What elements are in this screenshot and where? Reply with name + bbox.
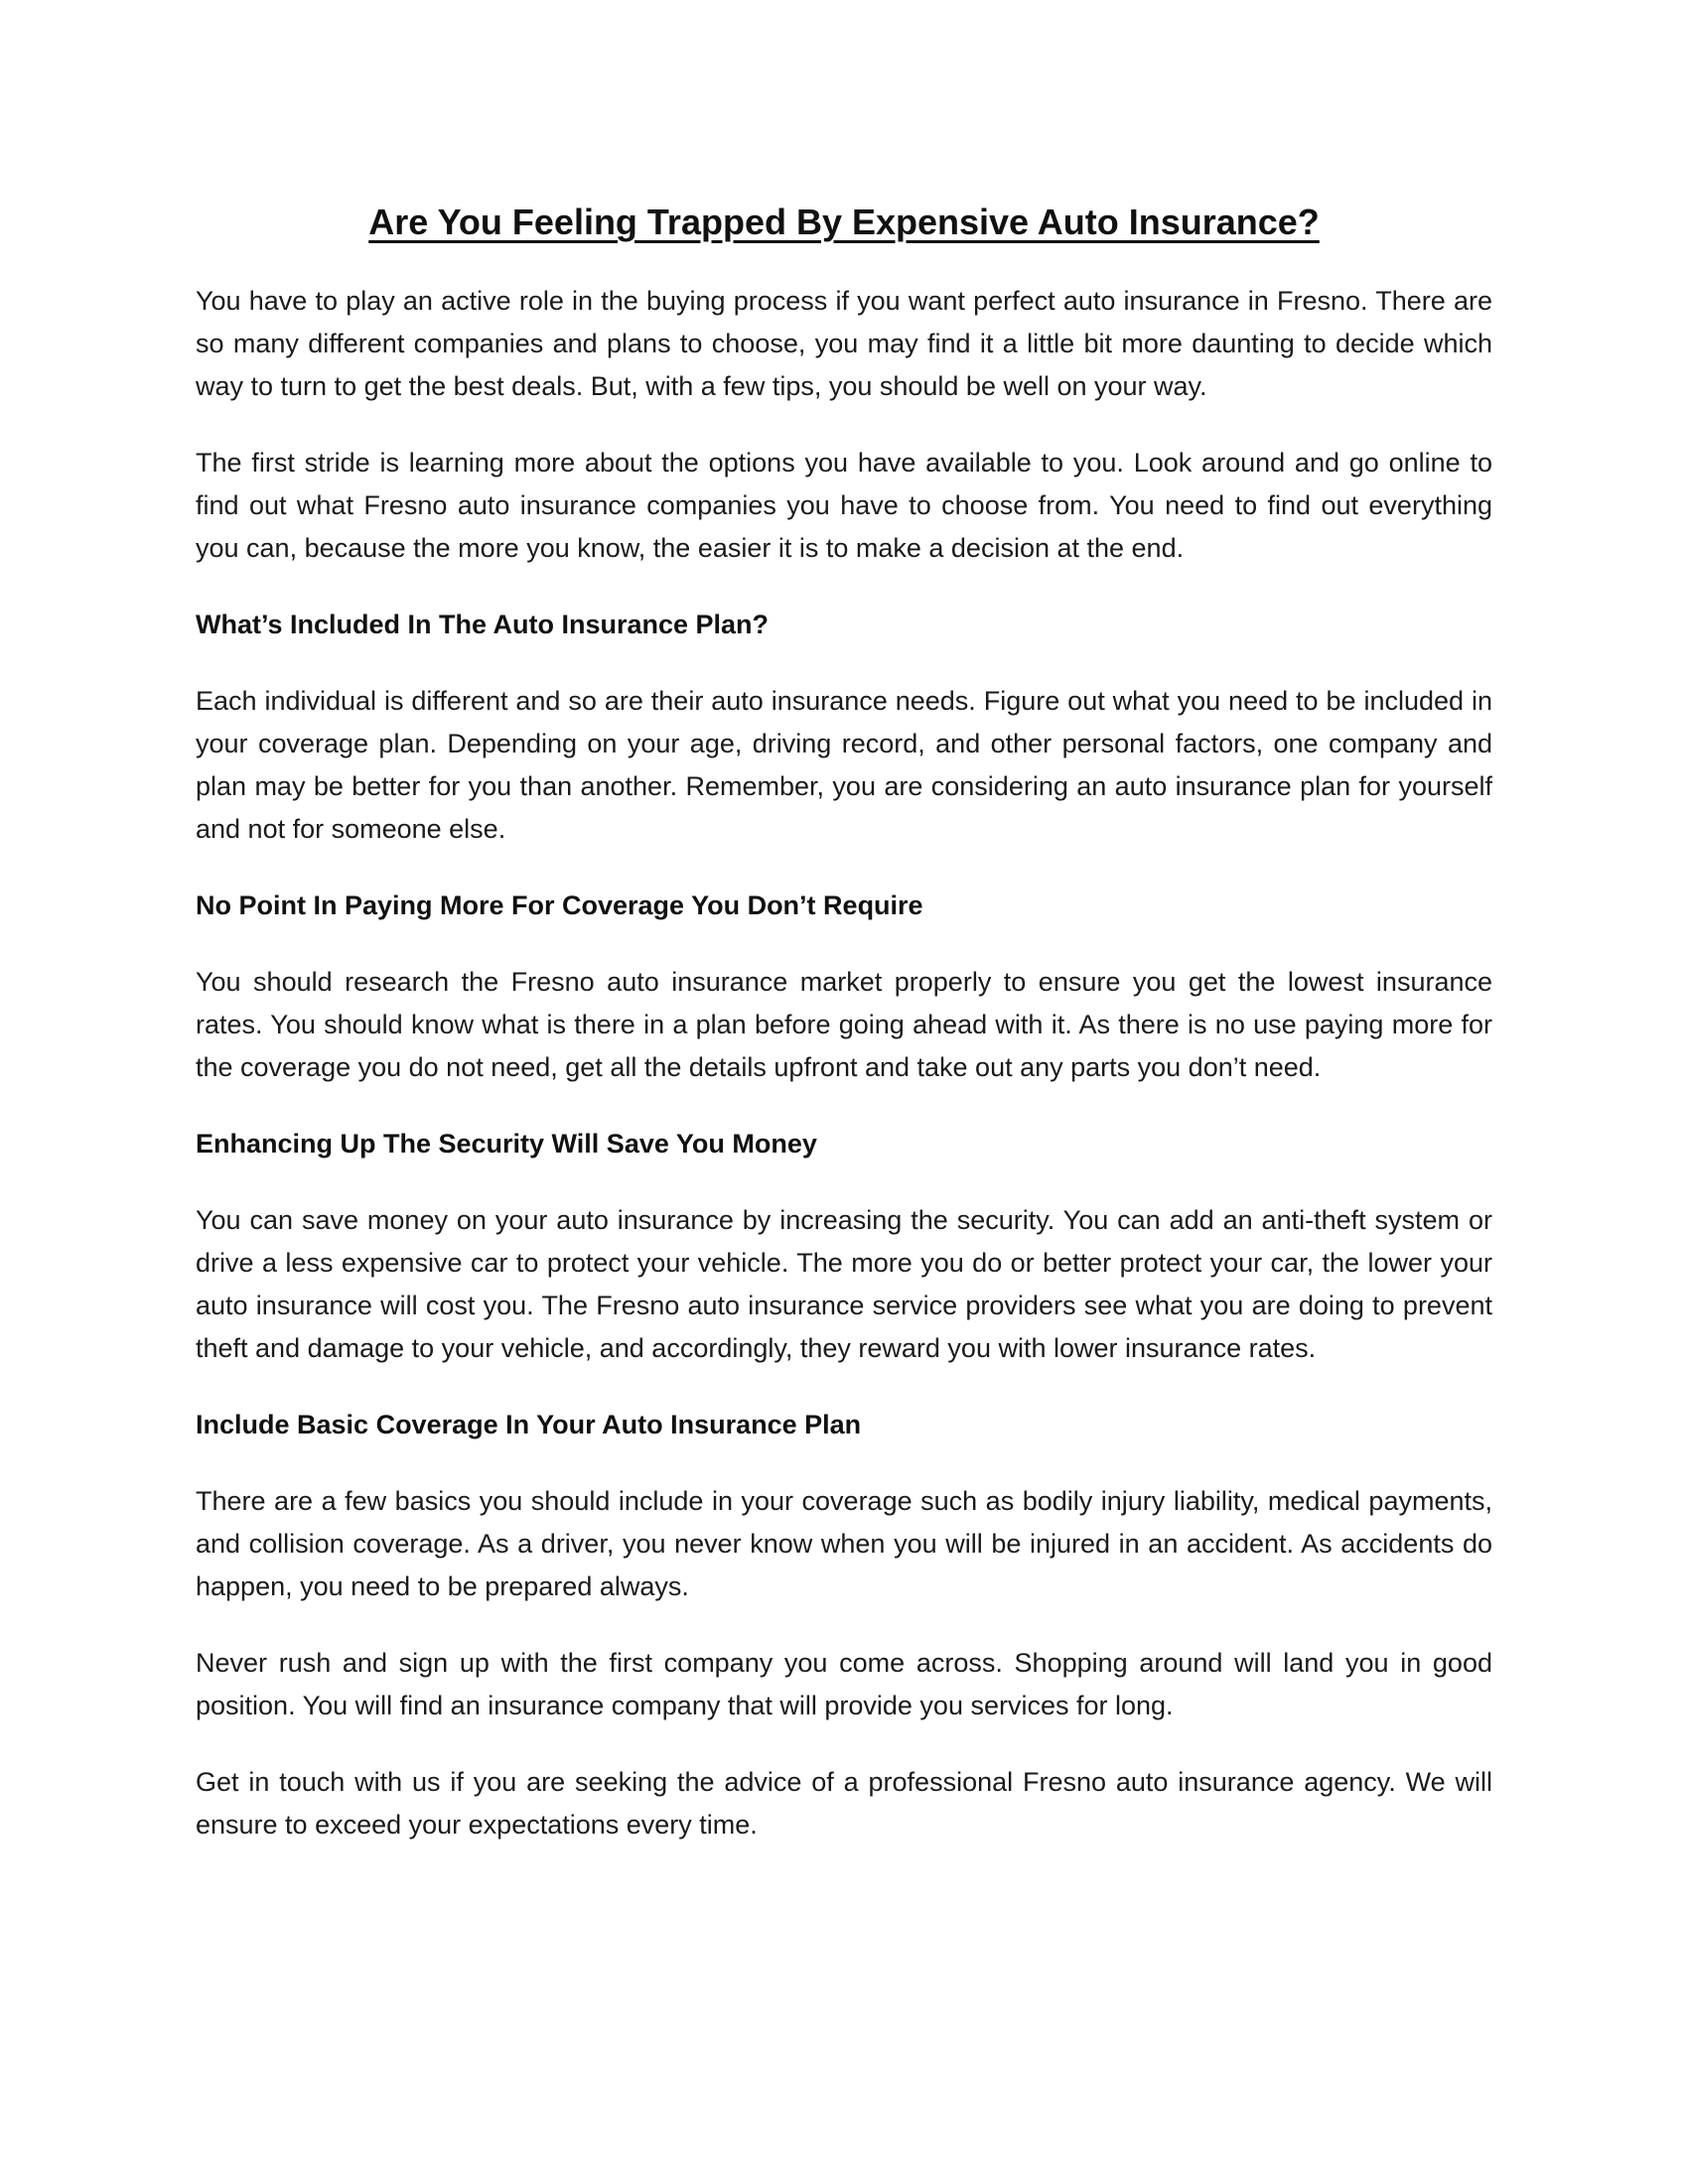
paragraph: The first stride is learning more about the options you have available to you. Look around and go online to find out what Fresno auto insurance companies you have to choose from. You need to find out everything you can, because the more you know, the easier it is to make a decision at the end. xyxy=(196,448,1492,563)
paragraph: You have to play an active role in the buying process if you want perfect auto insurance in Fresno. There are so many different companies and plans to choose, you may find it a little bit more daunting to decide which way to turn to get the best deals. But, with a few tips, you should be well on your way. xyxy=(196,286,1492,401)
paragraph: Never rush and sign up with the first company you come across. Shopping around will land you in good position. You will find an insurance company that will provide you services for long. xyxy=(196,1648,1492,1720)
section-heading: No Point In Paying More For Coverage You Don’t Require xyxy=(196,890,923,920)
paragraph: Each individual is different and so are their auto insurance needs. Figure out what you need to be included in your coverage plan. Depending on your age, driving record, and other personal factors, one company and plan may be better for you than another. Remember, you are considering an auto insurance plan for yourself and not for someone else. xyxy=(196,686,1492,844)
section-heading: What’s Included In The Auto Insurance Plan? xyxy=(196,610,770,639)
paragraph: You can save money on your auto insurance by increasing the security. You can add an anti-theft system or drive a less expensive car to protect your vehicle. The more you do or better protect your car, the lower your auto insurance will cost you. The Fresno auto insurance service providers see what you are doing to prevent theft and damage to your vehicle, and accordingly, they reward you with lower insurance rates. xyxy=(196,1205,1492,1363)
paragraph: Get in touch with us if you are seeking the advice of a professional Fresno auto insurance agency. We will ensure to exceed your expectations every time. xyxy=(196,1767,1492,1840)
section-heading: Enhancing Up The Security Will Save You Money xyxy=(196,1129,817,1159)
paragraph: You should research the Fresno auto insurance market properly to ensure you get the lowest insurance rates. You should know what is there in a plan before going ahead with it. As there is no use paying more for the coverage you do not need, get all the details upfront and take out any parts you don’t need. xyxy=(196,967,1492,1082)
page-title: Are You Feeling Trapped By Expensive Auto Insurance? xyxy=(368,202,1320,242)
section-heading: Include Basic Coverage In Your Auto Insurance Plan xyxy=(196,1410,862,1439)
paragraph: There are a few basics you should include in your coverage such as bodily injury liability, medical payments, and collision coverage. As a driver, you never know when you will be injured in an accident. As accidents do happen, you need to be prepared always. xyxy=(196,1486,1492,1601)
